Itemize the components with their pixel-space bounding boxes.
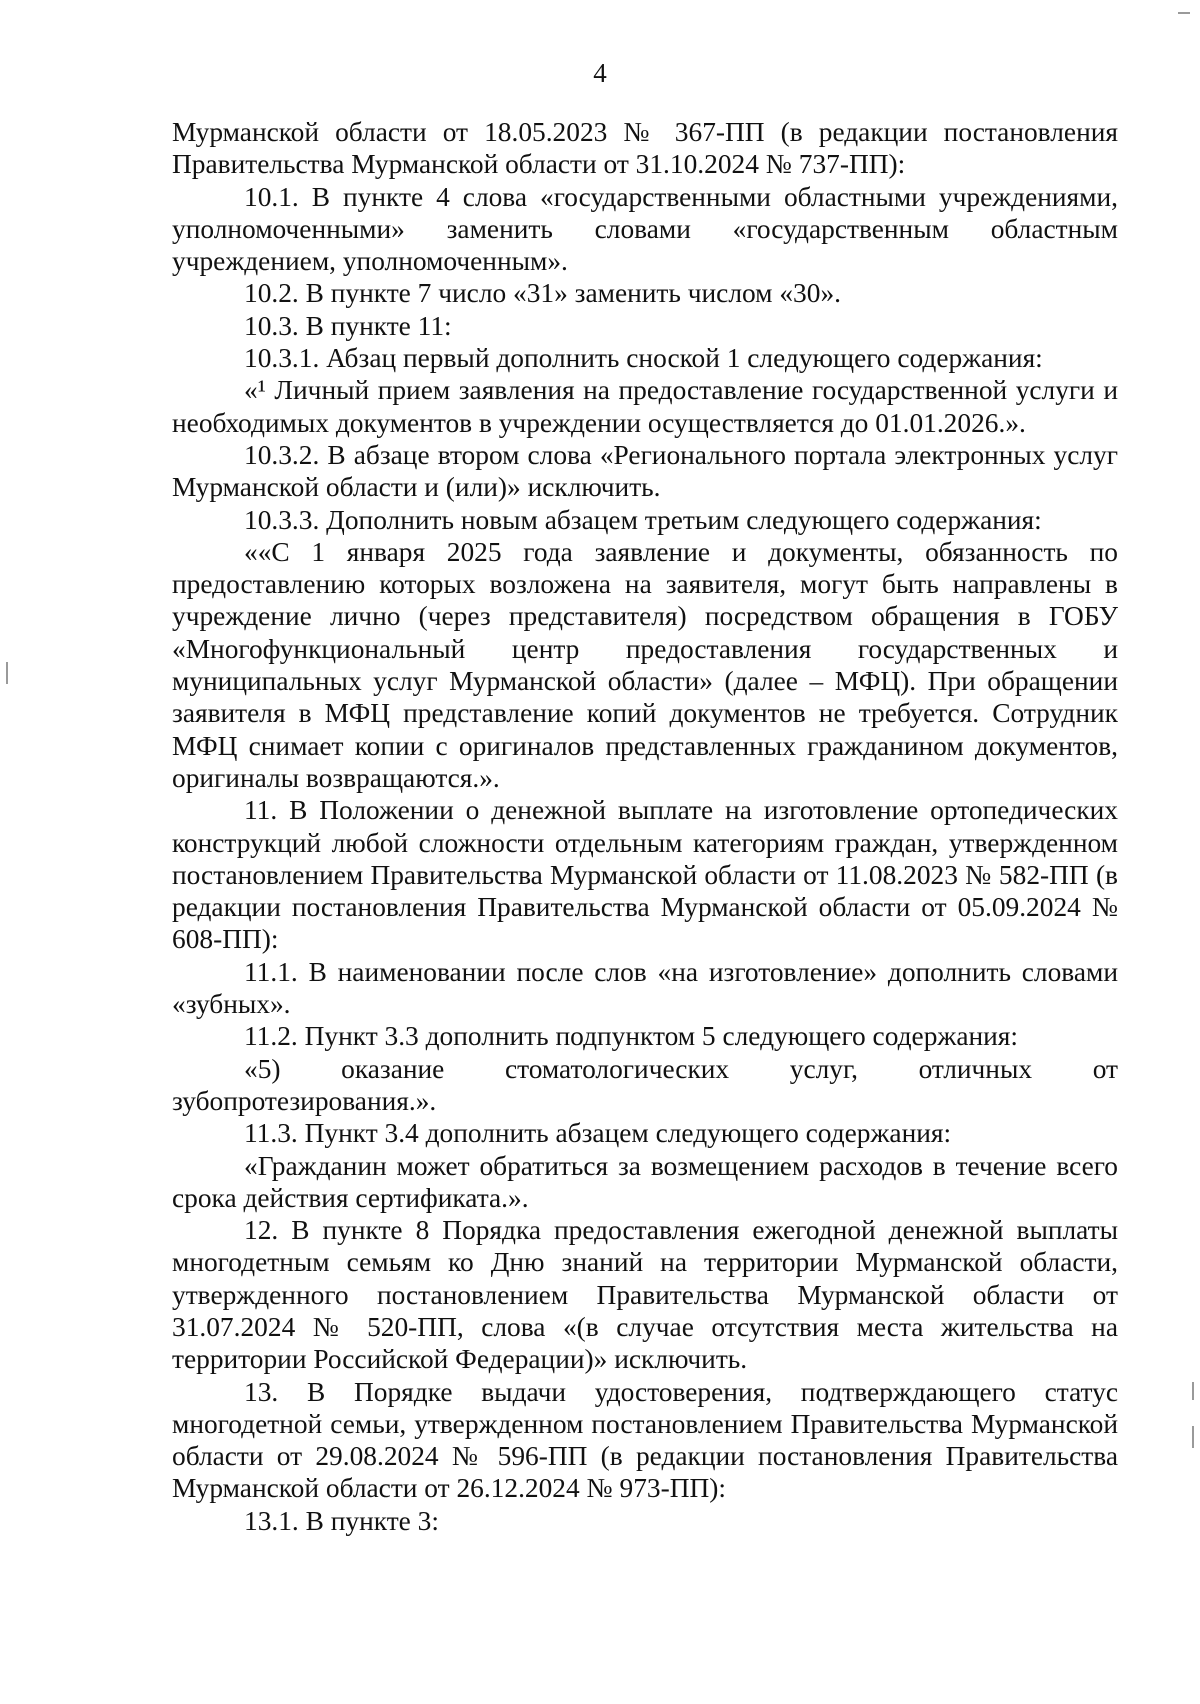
paragraph: 11.2. Пункт 3.3 дополнить подпунктом 5 следующего содержания: <box>244 1021 1018 1052</box>
paragraph: «¹ Личный прием заявления на предоставление государственной услуги и необходимых документов в учреждении осуществляется до 01.01.2026.». <box>172 375 1118 438</box>
scan-artifact-right <box>1192 1426 1194 1448</box>
paragraph: 10.2. В пункте 7 число «31» заменить числом «30». <box>244 278 841 309</box>
document-body <box>172 116 1118 1537</box>
paragraph: 10.3.1. Абзац первый дополнить сноской 1 следующего содержания: <box>244 343 1043 374</box>
paragraph: 10.3. В пункте 11: <box>244 310 452 341</box>
scan-artifact-right <box>1192 1382 1194 1400</box>
page-number: 4 <box>593 58 607 88</box>
paragraph: «5) оказание стоматологических услуг, отличных от зубопротезирования.». <box>172 1053 1118 1116</box>
paragraph: 10.3.2. В абзаце втором слова «Регионального портала электронных услуг Мурманской области и (или)» исключить. <box>172 439 1118 503</box>
paragraph: «Гражданин может обратиться за возмещением расходов в течение всего срока действия сертификата.». <box>172 1150 1118 1213</box>
paragraph: 10.3.3. Дополнить новым абзацем третьим следующего содержания: <box>244 504 1042 535</box>
paragraph: 13.1. В пункте 3: <box>244 1505 439 1536</box>
paragraph: 11.3. Пункт 3.4 дополнить абзацем следующего содержания: <box>244 1118 952 1149</box>
paragraph: 11. В Положении о денежной выплате на изготовление ортопедических конструкций любой сложности отдельным категориям граждан, утвержденном постановлением Правительства Мурманской области от 11.08.2023 № 582-ПП (в редакции постановления Правительства Мурманской области от 05.09.2024 № 608-ПП): <box>172 795 1118 955</box>
paragraph: 13. В Порядке выдачи удостоверения, подтверждающего статус многодетной семьи, утвержденном постановлением Правительства Мурманской области от 29.08.2024 № 596-ПП (в редакции постановления Правительства Мурманской области от 26.12.2024 № 973-ПП): <box>172 1376 1118 1504</box>
paragraph: ««С 1 января 2025 года заявление и документы, обязанность по предоставлению которых возложена на заявителя, могут быть направлены в учреждение лично (через представителя) посредством обращения в ГОБУ «Многофункциональный центр предоставления государственных и муниципальных услуг Мурманской области» (далее – МФЦ). При обращении заявителя в МФЦ представление копий документов не требуется. Сотрудник МФЦ снимает копии с оригиналов представленных гражданином документов, оригиналы возвращаются.». <box>172 536 1118 793</box>
paragraph: 11.1. В наименовании после слов «на изготовление» дополнить словами «зубных». <box>172 956 1118 1020</box>
paragraph: 12. В пункте 8 Порядка предоставления ежегодной денежной выплаты многодетным семьям ко Дню знаний на территории Мурманской области, утвержденного постановлением Правительства Мурманской области от 31.07.2024 № 520-ПП, слова «(в случае отсутствия места жительства на территории Российской Федерации)» исключить. <box>172 1215 1118 1375</box>
scan-artifact-left <box>6 662 8 684</box>
paragraph: 10.1. В пункте 4 слова «государственными областными учреждениями, уполномоченными» заменить словами «государственным областным учреждением, уполномоченным». <box>172 181 1118 277</box>
paragraph: Мурманской области от 18.05.2023 № 367-ПП (в редакции постановления Правительства Мурманской области от 31.10.2024 № 737-ПП): <box>172 117 1118 180</box>
scan-artifact-top <box>1178 12 1190 14</box>
